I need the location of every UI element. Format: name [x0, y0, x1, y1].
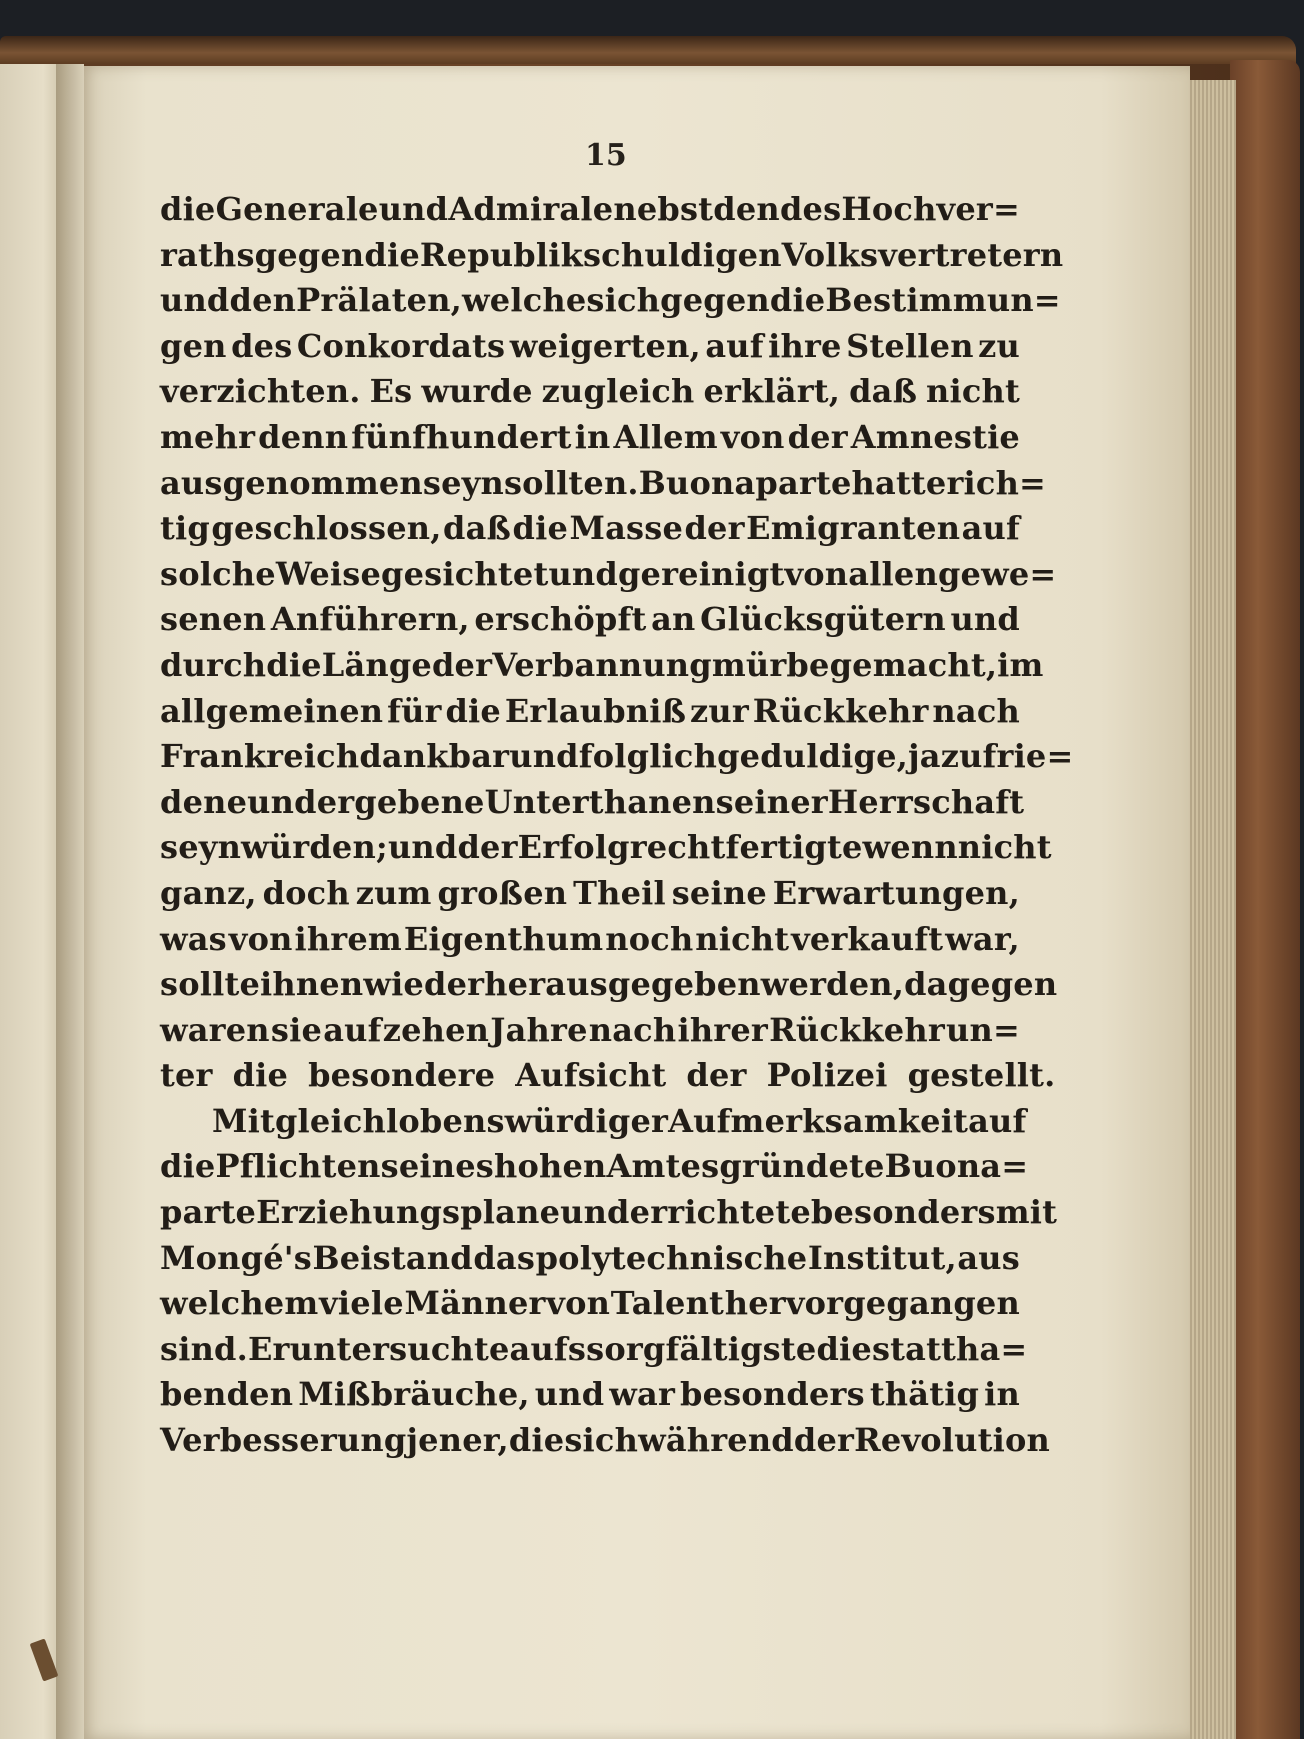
text-word: nebst: [613, 190, 714, 228]
text-word: in: [984, 1375, 1020, 1414]
text-word: raths: [160, 235, 255, 274]
text-word: weigerten,: [509, 326, 701, 365]
text-word: die: [512, 509, 569, 548]
text-word: Buonaparte: [638, 463, 852, 502]
text-word: nicht: [695, 919, 790, 958]
text-line: [160, 1239, 1020, 1285]
text-word: seines: [380, 1147, 494, 1186]
body-text: [160, 190, 1074, 1467]
text-line: [160, 509, 1020, 555]
text-word: welche: [462, 281, 587, 320]
text-word: ergebene: [316, 782, 485, 821]
text-word: besondere: [308, 1056, 496, 1095]
text-line: [160, 782, 1025, 829]
text-line: [160, 1421, 1050, 1467]
text-word: in: [574, 417, 611, 456]
text-word: ihrer: [677, 1010, 768, 1049]
text-word: seine: [671, 873, 767, 912]
text-word: großen: [437, 873, 568, 912]
text-word: gleich: [274, 1101, 386, 1140]
text-word: Männer: [404, 1284, 546, 1323]
text-word: nicht: [957, 828, 1052, 867]
text-word: Pflichten: [215, 1147, 381, 1186]
text-word: Länge: [321, 645, 432, 684]
text-word: erklärt,: [703, 372, 841, 411]
text-word: dene: [160, 782, 248, 821]
text-word: die: [266, 645, 322, 684]
text-word: die: [508, 1421, 565, 1460]
text-word: Bestimmun=: [825, 281, 1061, 320]
text-word: lobenswürdiger: [385, 1101, 669, 1140]
text-word: Admirale: [448, 190, 614, 228]
text-word: seyn: [422, 463, 504, 502]
text-word: Glücksgütern: [700, 600, 946, 639]
text-word: und: [387, 828, 458, 867]
text-word: während: [638, 1421, 794, 1460]
text-line: [160, 828, 1052, 874]
text-word: gewe=: [937, 554, 1057, 593]
text-word: rich=: [946, 463, 1047, 502]
text-word: zufrie=: [940, 737, 1074, 776]
text-word: Erwartungen,: [772, 873, 1020, 912]
text-word: Generale: [215, 190, 379, 228]
text-line: [160, 1284, 1020, 1330]
text-line: [160, 463, 1047, 510]
text-line: [160, 418, 1020, 464]
text-word: Masse: [569, 509, 684, 548]
text-word: zugleich: [541, 372, 695, 411]
text-word: der: [787, 417, 848, 456]
text-line: [160, 645, 1044, 692]
text-line: [160, 1147, 1029, 1193]
text-word: ja: [908, 737, 941, 776]
book-cover-top-edge: [0, 36, 1296, 64]
text-word: gemacht,: [829, 645, 998, 684]
text-line: [160, 600, 1020, 646]
text-word: würden;: [241, 828, 388, 867]
text-word: Weise: [275, 554, 382, 593]
text-word: Volksvertretern: [781, 235, 1064, 274]
text-word: tig: [160, 509, 210, 548]
text-word: dagegen: [904, 965, 1058, 1004]
text-word: das: [473, 1238, 536, 1277]
text-word: Hochver=: [841, 190, 1020, 228]
text-word: sorgfältigste: [586, 1329, 817, 1368]
text-word: sind.: [160, 1329, 248, 1368]
text-word: herausgegeben: [484, 965, 761, 1004]
text-word: auf: [968, 1101, 1027, 1140]
text-word: gereinigt: [617, 554, 785, 593]
text-word: Allem: [613, 417, 718, 456]
text-word: Prälaten,: [296, 281, 463, 320]
text-word: Er: [247, 1329, 290, 1368]
text-word: hohen: [493, 1147, 607, 1186]
text-word: Erfolg: [517, 828, 630, 867]
text-word: von: [720, 417, 785, 456]
text-word: Herrschaft: [827, 782, 1025, 821]
text-word: den: [229, 281, 297, 320]
text-word: wurde: [421, 372, 533, 411]
text-line: [160, 1329, 1028, 1376]
text-word: Es: [369, 372, 413, 411]
text-line: [160, 235, 1064, 282]
text-word: Rückkehr: [752, 691, 929, 730]
text-word: stattha=: [871, 1329, 1028, 1368]
text-line: [160, 737, 1074, 783]
text-word: geschlossen,: [211, 509, 442, 548]
text-word: gegen: [660, 281, 770, 320]
text-line: [160, 920, 1020, 966]
text-word: im: [997, 645, 1044, 684]
text-word: Mit: [212, 1101, 275, 1140]
text-word: besonders: [810, 1193, 996, 1232]
text-word: thätig: [869, 1375, 980, 1414]
text-word: an: [651, 600, 696, 639]
text-word: die: [160, 190, 216, 228]
text-line: [160, 692, 1020, 738]
text-word: auf: [705, 326, 764, 365]
page-gutter: [56, 64, 84, 1739]
text-word: Rückkehr: [769, 1010, 945, 1049]
text-word: verzichten.: [160, 372, 361, 411]
text-word: denn: [258, 417, 349, 456]
text-word: parte: [160, 1193, 257, 1232]
text-word: Jahre: [490, 1010, 588, 1049]
text-word: mürbe: [711, 645, 830, 684]
text-word: besonders: [680, 1375, 865, 1414]
text-word: nach: [932, 691, 1020, 730]
text-word: mit: [995, 1193, 1058, 1232]
text-word: daß: [443, 509, 512, 548]
page-number: 15: [585, 138, 627, 173]
text-word: seyn: [160, 828, 242, 867]
text-word: Emigranten: [746, 509, 961, 548]
text-word: wenn: [862, 828, 958, 867]
text-word: war: [609, 1375, 676, 1414]
text-line: [160, 281, 1061, 327]
text-word: gründete: [719, 1147, 885, 1186]
text-word: Beistand: [312, 1238, 473, 1277]
text-word: polytechnische: [535, 1238, 808, 1277]
text-word: der: [686, 1056, 747, 1095]
text-word: Eigenthum: [403, 919, 604, 958]
text-word: schuldigen: [582, 235, 782, 274]
text-line: [160, 327, 1020, 373]
text-word: sich: [564, 1421, 639, 1460]
text-line: [160, 1193, 1058, 1239]
text-word: folglich: [578, 737, 718, 776]
text-word: werden,: [760, 965, 905, 1004]
text-word: von: [546, 1284, 611, 1323]
text-word: Anführern,: [270, 600, 470, 639]
text-word: zum: [355, 873, 432, 912]
text-word: Erziehungsplane: [256, 1193, 561, 1232]
text-word: die: [816, 1329, 872, 1368]
text-word: der: [684, 509, 745, 548]
text-word: nicht: [926, 372, 1020, 411]
text-word: wieder: [363, 965, 485, 1004]
text-word: von: [784, 554, 849, 593]
text-word: hervorgegangen: [724, 1284, 1020, 1323]
text-word: zehen: [382, 1010, 490, 1049]
text-word: ihre: [768, 326, 842, 365]
text-word: welchem: [160, 1284, 319, 1323]
text-word: der: [793, 1421, 855, 1460]
text-word: den: [713, 190, 780, 228]
text-word: gestellt.: [907, 1056, 1056, 1095]
text-line: [160, 965, 1058, 1011]
text-word: Erlaubniß: [504, 691, 687, 730]
text-word: Verbannung: [492, 645, 712, 684]
text-line: [160, 1056, 1056, 1102]
text-word: erschöpft: [474, 600, 647, 639]
text-word: aus: [957, 1238, 1020, 1277]
text-word: Amnestie: [850, 417, 1020, 456]
text-word: gesichtet: [381, 554, 549, 593]
text-word: Aufmerksamkeit: [668, 1101, 969, 1140]
text-word: die: [232, 1056, 289, 1095]
text-word: ter: [160, 1056, 213, 1095]
text-word: gen: [160, 326, 227, 365]
text-word: und: [534, 1375, 605, 1414]
text-word: seiner: [715, 782, 828, 821]
text-word: Buona=: [884, 1147, 1029, 1186]
text-word: waren: [160, 1010, 270, 1049]
text-word: Frankreich: [160, 737, 360, 776]
text-word: Polizei: [766, 1056, 888, 1095]
text-word: für: [387, 691, 442, 730]
text-word: zu: [978, 326, 1020, 365]
text-word: des: [231, 326, 293, 365]
text-word: solche: [160, 554, 276, 593]
text-word: die: [364, 235, 420, 274]
text-word: Theil: [573, 873, 666, 912]
text-word: der: [457, 828, 518, 867]
text-word: Institut,: [807, 1238, 957, 1277]
text-word: sie: [270, 1010, 323, 1049]
text-word: gegen: [254, 235, 365, 274]
text-word: Verbesserung: [160, 1421, 407, 1460]
text-line: [160, 554, 1057, 601]
text-word: rechtfertigte: [629, 828, 863, 867]
text-word: ihnen: [260, 965, 364, 1004]
text-word: des: [779, 190, 842, 228]
text-line: [160, 1101, 1027, 1148]
text-line: [160, 190, 1020, 236]
text-word: doch: [262, 873, 350, 912]
text-word: sollte: [160, 965, 261, 1004]
text-word: Mongé's: [160, 1238, 312, 1277]
text-word: fünfhundert: [351, 417, 572, 456]
text-word: Talent: [610, 1284, 725, 1323]
book-fore-edge-binding: [1230, 60, 1300, 1739]
text-word: auf: [961, 509, 1020, 548]
text-word: benden: [160, 1375, 294, 1414]
text-word: und: [378, 190, 449, 228]
text-word: noch: [605, 919, 694, 958]
text-word: die: [160, 1147, 216, 1186]
text-word: auf: [323, 1010, 382, 1049]
text-line: [160, 874, 1020, 920]
text-word: dankbar: [359, 737, 510, 776]
text-word: und: [950, 600, 1020, 639]
text-word: und: [160, 281, 230, 320]
text-word: der: [431, 645, 493, 684]
text-word: Amtes: [606, 1147, 720, 1186]
text-word: jener,: [406, 1421, 509, 1460]
text-word: aufs: [509, 1329, 587, 1368]
text-word: senen: [160, 600, 267, 639]
text-word: und: [247, 782, 317, 821]
text-word: nach: [588, 1010, 677, 1049]
text-word: ausgenommen: [160, 463, 423, 502]
text-word: durch: [160, 645, 267, 684]
text-word: und: [560, 1193, 630, 1232]
text-word: untersuchte: [289, 1329, 510, 1368]
text-word: allgemeinen: [160, 691, 384, 730]
text-word: hatte: [851, 463, 947, 502]
text-word: viele: [319, 1284, 404, 1323]
text-word: mehr: [160, 417, 256, 456]
text-word: daß: [849, 372, 918, 411]
text-word: was: [160, 919, 227, 958]
text-word: und: [509, 737, 579, 776]
text-word: verkauft: [791, 919, 944, 958]
text-word: von: [228, 919, 293, 958]
text-word: Republik: [419, 235, 583, 274]
text-word: ihrem: [294, 919, 402, 958]
text-word: sollten.: [503, 463, 639, 502]
text-line: [160, 1375, 1020, 1421]
text-line: [160, 1011, 1020, 1057]
text-word: allen: [848, 554, 938, 593]
text-word: un=: [946, 1010, 1020, 1049]
text-word: Stellen: [846, 326, 974, 365]
text-word: die: [445, 691, 501, 730]
text-word: war,: [945, 919, 1020, 958]
text-word: geduldige,: [717, 737, 908, 776]
text-word: ganz,: [160, 873, 257, 912]
text-word: errichtete: [629, 1193, 811, 1232]
text-word: Conkordats: [296, 326, 506, 365]
text-word: Unterthanen: [484, 782, 716, 821]
text-word: Mißbräuche,: [298, 1375, 530, 1414]
text-word: zur: [690, 691, 749, 730]
text-word: sich: [586, 281, 661, 320]
text-line: [160, 372, 1020, 418]
text-word: Aufsicht: [515, 1056, 667, 1095]
text-word: die: [769, 281, 826, 320]
text-word: und: [548, 554, 618, 593]
text-word: Revolution: [854, 1421, 1050, 1460]
left-page-sliver: [0, 64, 62, 1739]
